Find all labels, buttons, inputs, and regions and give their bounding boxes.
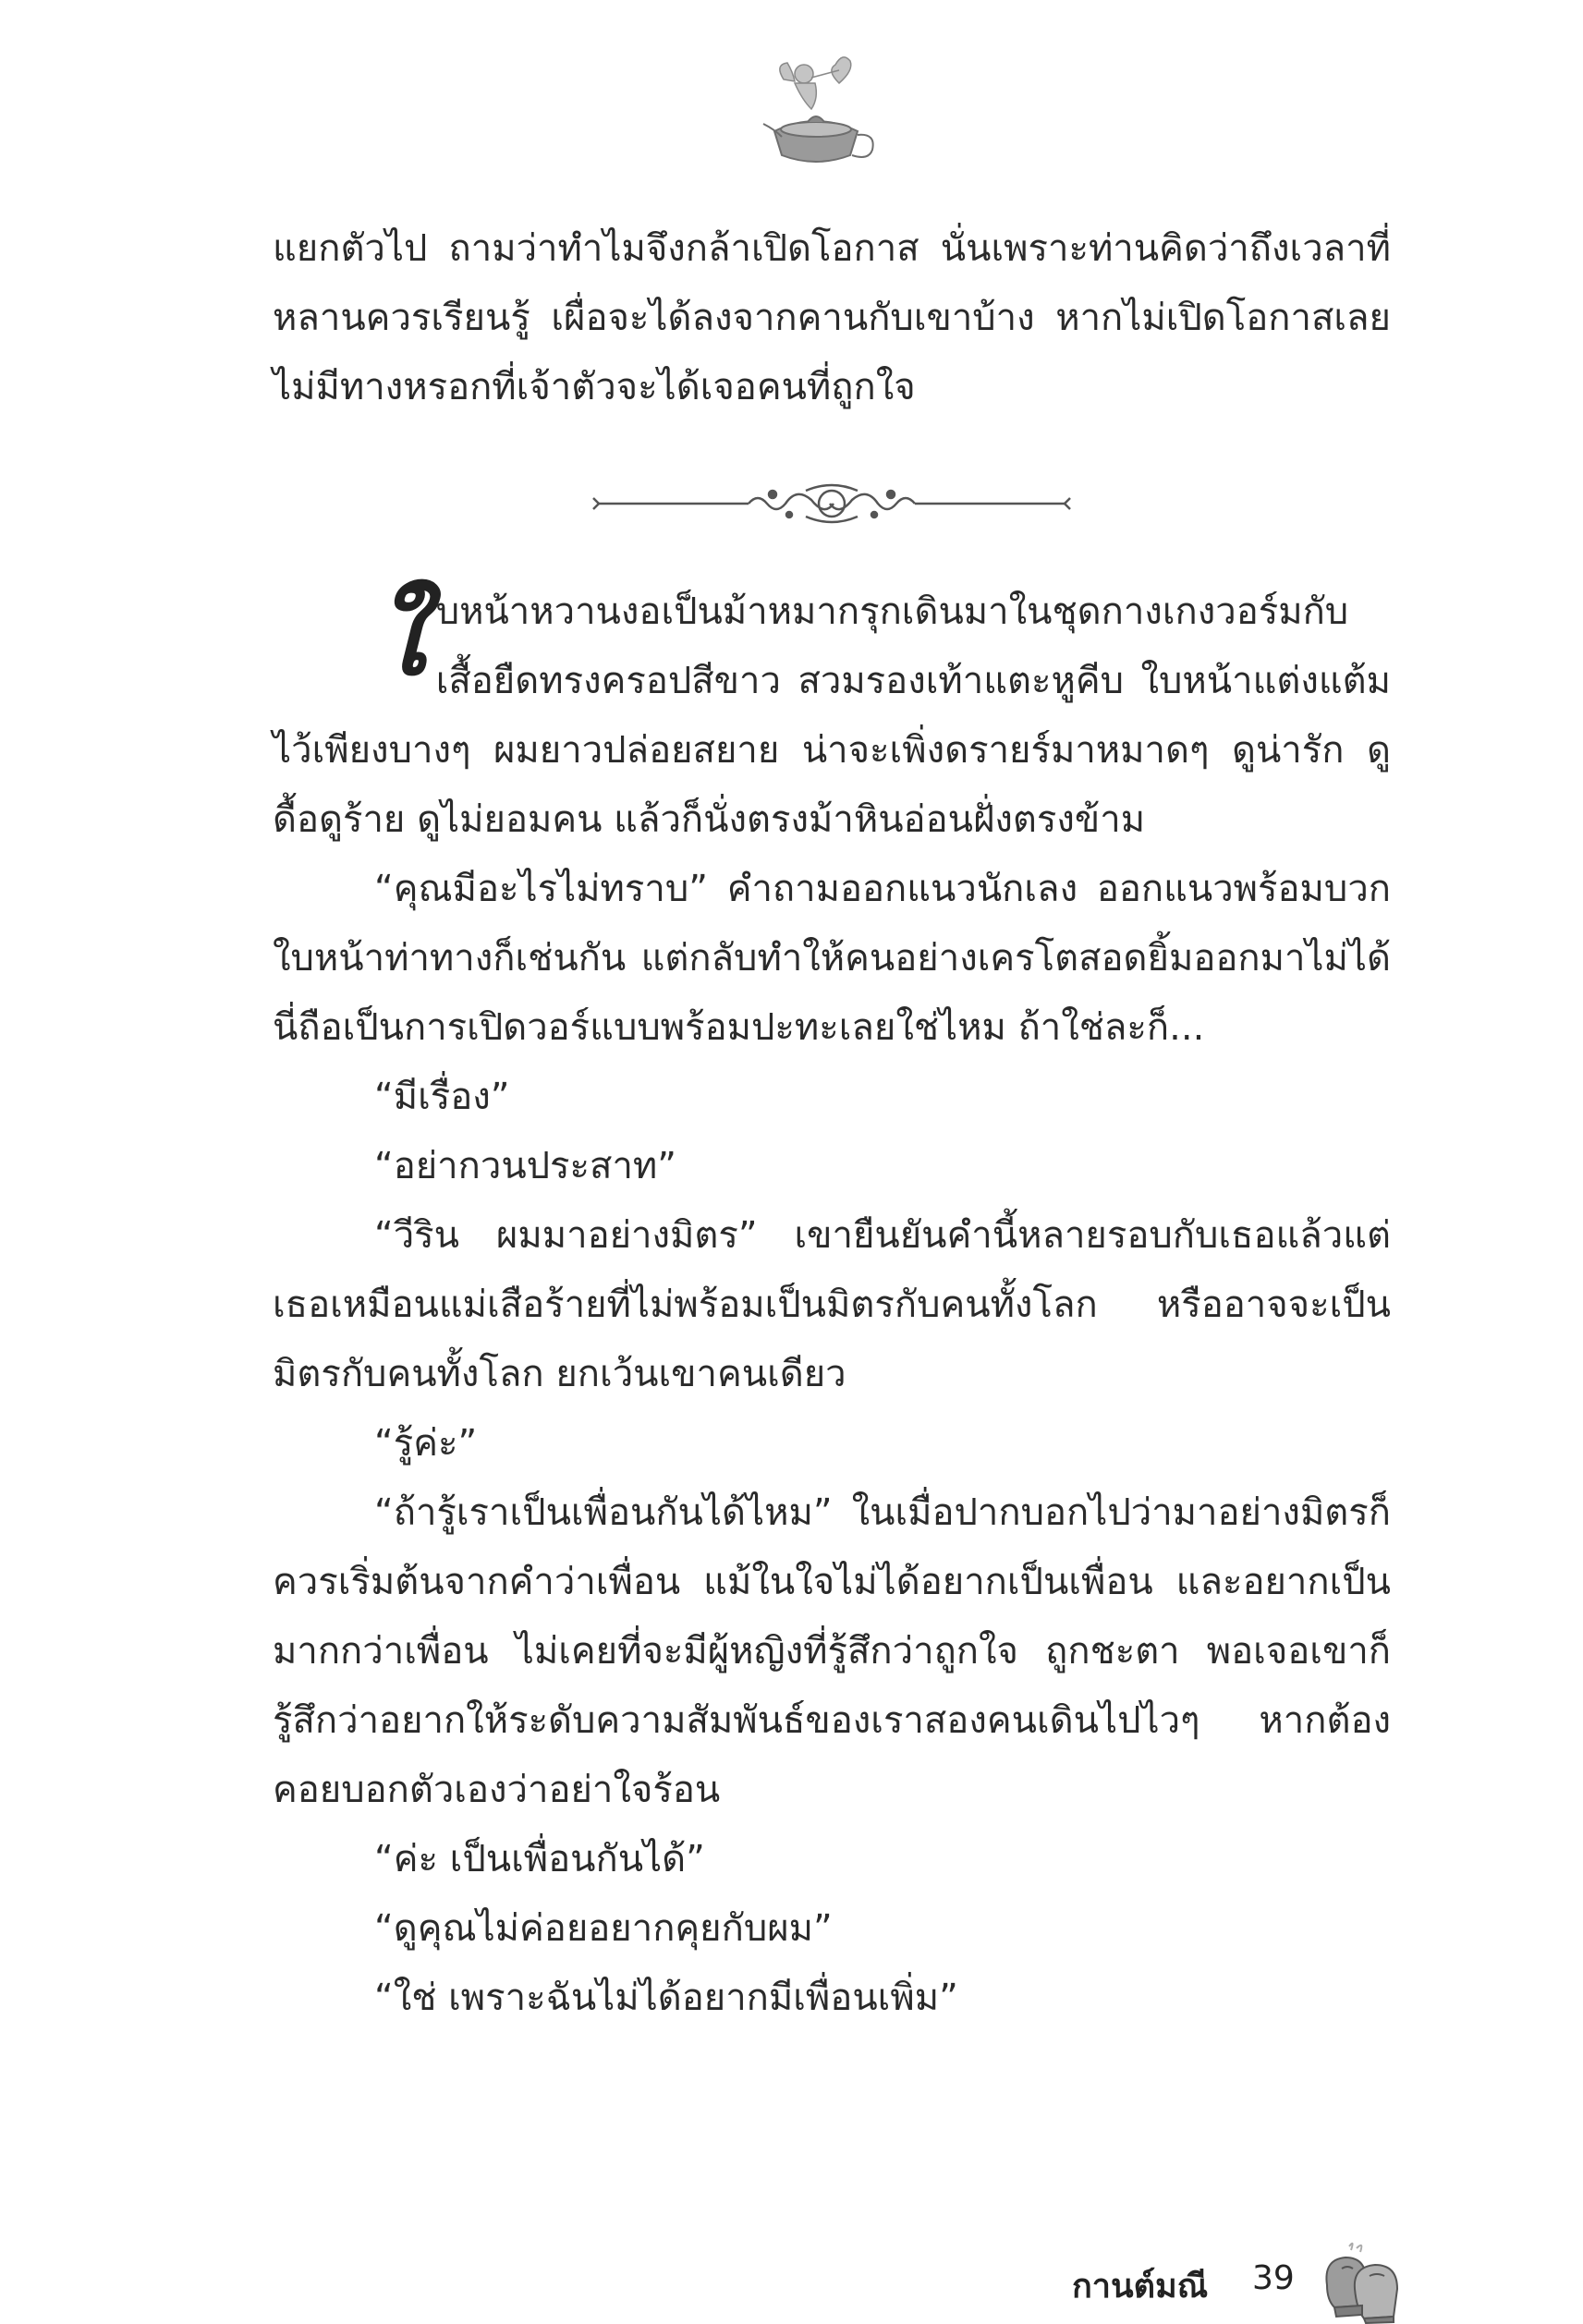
boxing-gloves-icon [1314, 2241, 1406, 2324]
paragraph: “มีเรื่อง” [374, 1076, 510, 1118]
opening-paragraph-text: บหน้าหวานงอเป็นม้าหมากรุกเดินมาในชุดกางเกงวอร์มกับเสื้อยืดทรงครอปสีขาว สวมรองเท้าแตะหูคีบ ใบหน้าแต่งแต้มไว้เพียงบางๆ ผมยาวปล่อยสยาย น่าจะเพิ่งดรายร์มาหมาดๆ ดูน่ารัก ดูดื้อดูร้าย ดูไม่ยอมคน แล้วก็นั่งตรงม้าหินอ่อนฝั่งตรงข้าม [273, 590, 1391, 841]
paragraph: “ค่ะ เป็นเพื่อนกันได้” [374, 1838, 705, 1880]
teapot-icon [747, 46, 885, 176]
footer-author-name: กานต์มณี [1072, 2268, 1209, 2306]
paragraph: “ถ้ารู้เราเป็นเพื่อนกันได้ไหม” ในเมื่อปากบอกไปว่ามาอย่างมิตรก็ควรเริ่มต้นจากคำว่าเพื่อน แม้ในใจไม่ได้อยากเป็นเพื่อน และอยากเป็นมากกว่าเพื่อน ไม่เคยที่จะมีผู้หญิงที่รู้สึกว่าถูกใจ ถูกชะตา พอเจอเขาก็รู้สึกว่าอยากให้ระดับความสัมพันธ์ของเราสองคนเดินไปไวๆ หากต้องคอยบอกตัวเองว่าอย่าใจร้อน [273, 1491, 1391, 1811]
drop-cap: ใ [374, 578, 425, 699]
paragraph: “ใช่ เพราะฉันไม่ได้อยากมีเพื่อนเพิ่ม” [374, 1977, 958, 2019]
page-number: 39 [1252, 2259, 1295, 2297]
paragraph: “อย่ากวนประสาท” [374, 1145, 676, 1187]
page-footer [1072, 2241, 1497, 2324]
paragraph: “วีริน ผมมาอย่างมิตร” เขายืนยันคำนี้หลายรอบกับเธอแล้วแต่เธอเหมือนแม่เสือร้ายที่ไม่พร้อมเป็นมิตรกับคนทั้งโลก หรืออาจจะเป็นมิตรกับคนทั้งโลก ยกเว้นเขาคนเดียว [273, 1214, 1391, 1395]
paragraph: “ดูคุณไม่ค่อยอยากคุยกับผม” [374, 1907, 833, 1950]
flourish-divider-icon [591, 467, 1072, 541]
paragraph: “รู้ค่ะ” [374, 1422, 478, 1465]
paragraph-continuation: แยกตัวไป ถามว่าทำไมจึงกล้าเปิดโอกาส นั่นเพราะท่านคิดว่าถึงเวลาที่หลานควรเรียนรู้ เผื่อจะได้ลงจากคานกับเขาบ้าง หากไม่เปิดโอกาสเลยไม่มีทางหรอกที่เจ้าตัวจะได้เจอคนที่ถูกใจ [273, 227, 1391, 408]
text-block-main [273, 541, 1391, 2033]
opening-paragraph [273, 541, 1391, 855]
paragraph: “คุณมีอะไรไม่ทราบ” คำถามออกแนวนักเลง ออกแนวพร้อมบวกใบหน้าท่าทางก็เช่นกัน แต่กลับทำให้คนอย่างเครโตสอดยิ้มออกมาไม่ได้นี่ถือเป็นการเปิดวอร์แบบพร้อมปะทะเลยใช่ไหม ถ้าใช่ละก็... [273, 868, 1391, 1049]
text-block-top [273, 214, 1391, 422]
